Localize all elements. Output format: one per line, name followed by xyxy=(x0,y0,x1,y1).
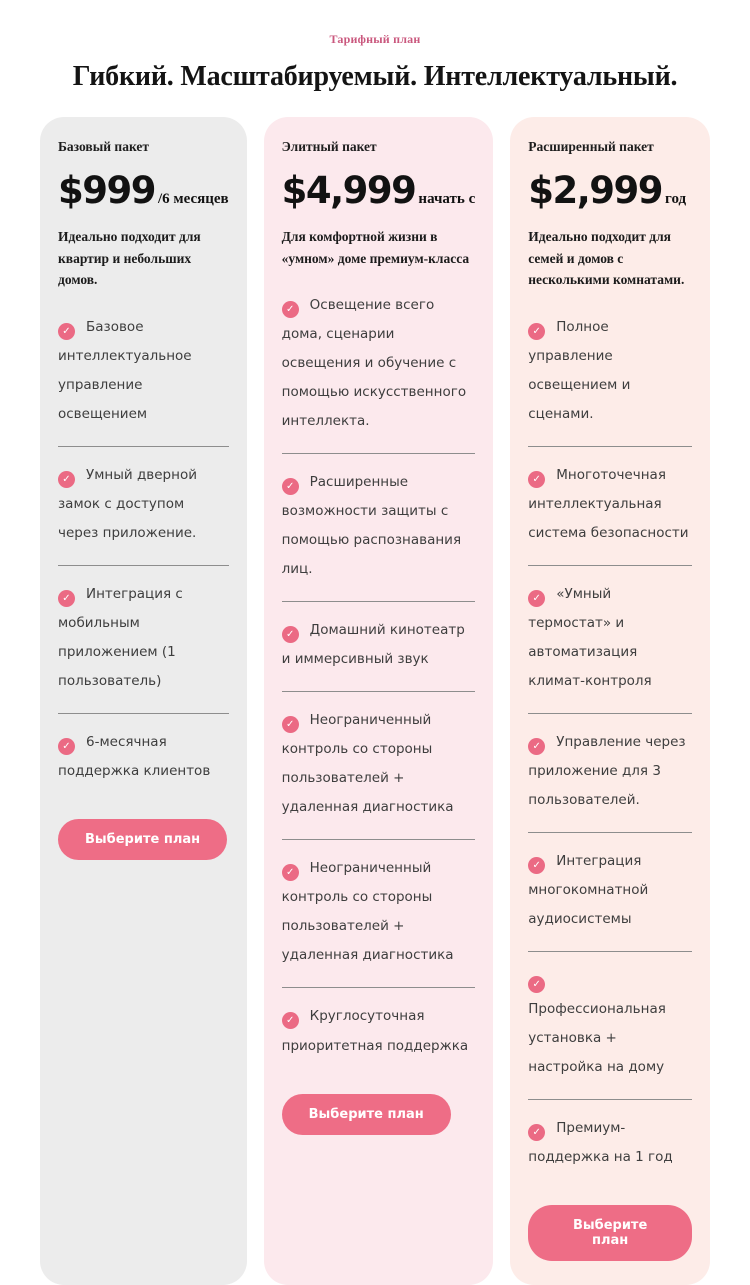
plan-price-row xyxy=(282,169,476,212)
check-icon: ✓ xyxy=(58,471,75,488)
plan-name: Расширенный пакет xyxy=(528,139,654,154)
feature-text: ✓Профессиональная установка + настройка на дому xyxy=(528,972,666,1075)
feature-item xyxy=(528,447,692,566)
feature-item xyxy=(282,602,476,692)
check-icon: ✓ xyxy=(528,323,545,340)
check-icon: ✓ xyxy=(528,857,545,874)
feature-item xyxy=(58,714,229,803)
plan-price-suffix: начать с xyxy=(418,191,476,207)
feature-item xyxy=(58,299,229,447)
plan-card xyxy=(264,117,494,1285)
plan-price-row xyxy=(58,169,229,212)
feature-item xyxy=(282,988,476,1077)
eyebrow-label: Тарифный план xyxy=(329,32,421,46)
feature-list xyxy=(528,299,692,1189)
feature-text: ✓ Управление через приложение для 3 пользователей. xyxy=(528,733,686,808)
plan-description: Идеально подходит для квартир и небольших домов. xyxy=(58,229,201,288)
feature-text: ✓ Неограниченный контроль со стороны пользователей + удаленная диагностика xyxy=(281,860,454,964)
feature-item xyxy=(282,692,476,840)
plan-name: Элитный пакет xyxy=(281,139,377,154)
plan-name: Базовый пакет xyxy=(58,139,150,154)
plan-price: $2,999 xyxy=(528,169,663,212)
check-icon: ✓ xyxy=(528,1124,545,1141)
check-icon: ✓ xyxy=(282,478,299,495)
feature-text: ✓ Умный дверной замок с доступом через приложение. xyxy=(58,466,197,541)
check-icon: ✓ xyxy=(58,738,75,755)
choose-plan-button[interactable]: Выберите план xyxy=(282,1094,451,1135)
feature-item xyxy=(528,1100,692,1189)
feature-item xyxy=(282,840,476,988)
pricing-header xyxy=(0,0,750,93)
feature-list xyxy=(58,299,229,803)
feature-text: ✓ Многоточечная интеллектуальная система безопасности xyxy=(528,466,689,541)
plan-price-suffix: /6 месяцев xyxy=(157,191,229,207)
check-icon: ✓ xyxy=(282,1012,299,1029)
feature-text: ✓ Полное управление освещением и сценами. xyxy=(528,318,631,422)
check-icon: ✓ xyxy=(528,590,545,607)
check-icon: ✓ xyxy=(282,864,299,881)
pricing-cards xyxy=(0,117,750,1285)
feature-text: ✓ Интеграция многокомнатной аудиосистемы xyxy=(528,853,649,928)
choose-plan-button[interactable]: Выберите план xyxy=(528,1205,692,1261)
feature-text: ✓ Премиум-поддержка на 1 год xyxy=(528,1120,673,1166)
feature-item xyxy=(58,447,229,566)
check-icon: ✓ xyxy=(282,626,299,643)
plan-description: Идеально подходит для семей и домов с несколькими комнатами. xyxy=(528,229,685,288)
feature-text: ✓ Освещение всего дома, сценарии освещения и обучение с помощью искусственного интеллекта. xyxy=(281,297,467,430)
plan-description: Для комфортной жизни в «умном» доме премиум-класса xyxy=(281,229,470,266)
feature-item xyxy=(282,277,476,454)
feature-text: ✓ Базовое интеллектуальное управление освещением xyxy=(58,318,192,422)
page-title: Гибкий. Масштабируемый. Интеллектуальный. xyxy=(72,61,678,92)
feature-text: ✓ 6-месячная поддержка клиентов xyxy=(58,733,211,779)
feature-text: ✓ Круглосуточная приоритетная поддержка xyxy=(281,1008,469,1054)
feature-text: ✓ Расширенные возможности защиты с помощью распознавания лиц. xyxy=(281,474,462,578)
check-icon: ✓ xyxy=(528,471,545,488)
check-icon: ✓ xyxy=(528,976,545,993)
plan-price: $4,999 xyxy=(281,169,416,212)
plan-card xyxy=(510,117,710,1285)
plan-price-suffix: год xyxy=(665,191,687,207)
check-icon: ✓ xyxy=(282,716,299,733)
check-icon: ✓ xyxy=(58,590,75,607)
feature-list xyxy=(282,277,476,1077)
feature-item xyxy=(528,833,692,952)
feature-text: ✓ «Умный термостат» и автоматизация климат-контроля xyxy=(528,585,652,689)
feature-item xyxy=(528,299,692,447)
check-icon: ✓ xyxy=(528,738,545,755)
feature-text: ✓ Интеграция с мобильным приложением (1 пользователь) xyxy=(58,585,183,689)
feature-text: ✓ Домашний кинотеатр и иммерсивный звук xyxy=(281,622,465,668)
plan-price: $999 xyxy=(58,169,155,212)
feature-item xyxy=(528,952,692,1100)
plan-price-row xyxy=(528,169,686,212)
feature-text: ✓ Неограниченный контроль со стороны пользователей + удаленная диагностика xyxy=(281,712,454,816)
check-icon: ✓ xyxy=(282,301,299,318)
feature-item xyxy=(528,714,692,833)
feature-item xyxy=(58,566,229,714)
choose-plan-button[interactable]: Выберите план xyxy=(58,819,227,860)
feature-item xyxy=(282,454,476,602)
feature-item xyxy=(528,566,692,714)
plan-card xyxy=(40,117,247,1285)
check-icon: ✓ xyxy=(58,323,75,340)
